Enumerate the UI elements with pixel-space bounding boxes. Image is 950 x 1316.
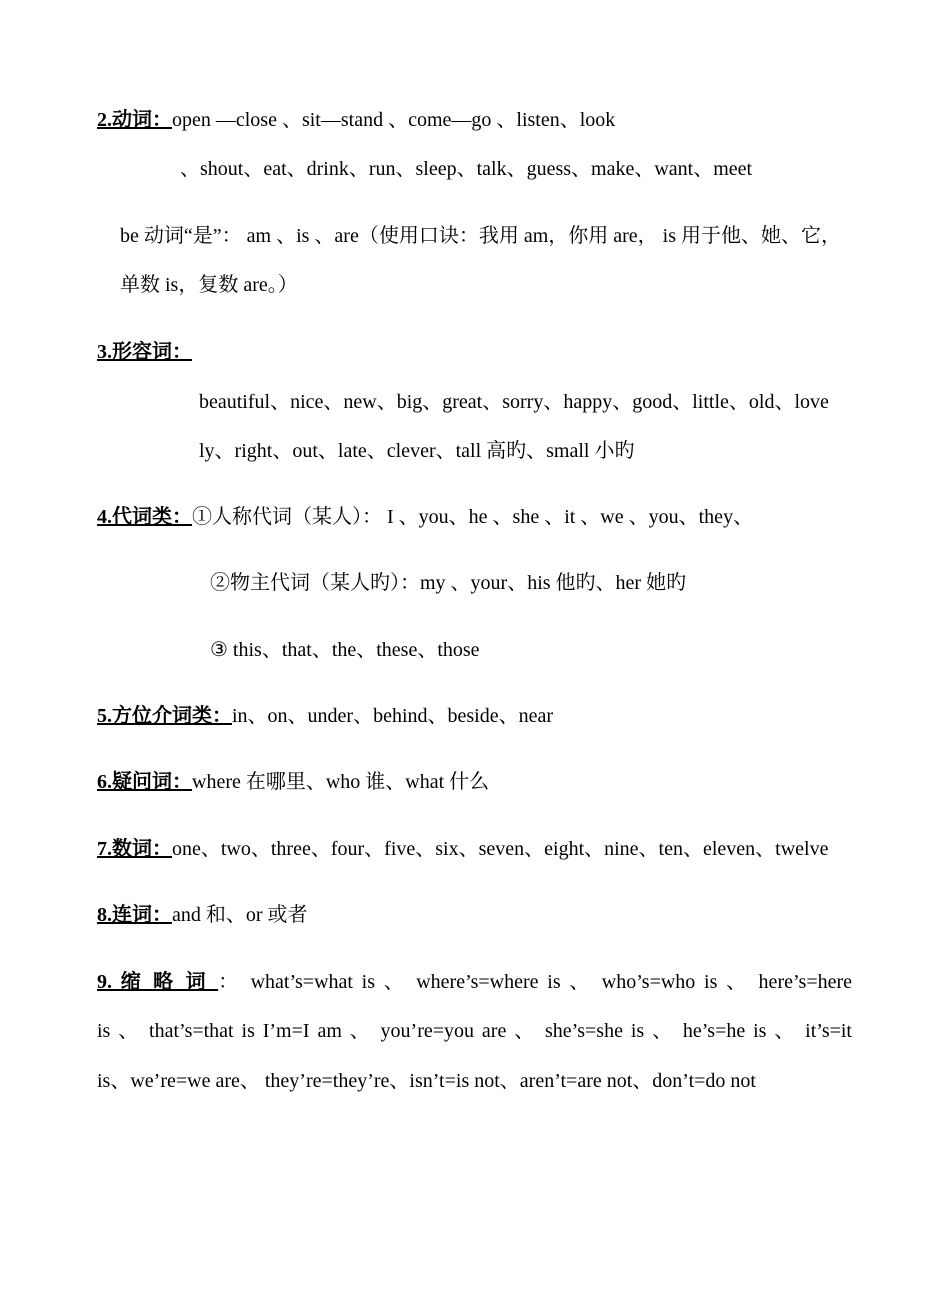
adjectives-line-1: beautiful、nice、new、big、great、sorry、happy、good、little、old、love	[199, 391, 829, 413]
conjunctions-line	[97, 903, 308, 927]
contractions-colon: ：	[218, 971, 242, 993]
be-verb-line-1: be 动词“是”： am 、is 、are（使用口诀：我用 am，你用 are， is 用于他、她、它，	[120, 225, 842, 247]
numbers-line	[97, 837, 829, 861]
prepositions-heading: 5.方位介词类：	[97, 705, 232, 727]
conjunctions-heading: 8.连词：	[97, 904, 172, 926]
pronouns-line-1	[97, 505, 753, 529]
verbs-heading: 2.动词：	[97, 109, 172, 131]
adjectives-line-2: ly、right、out、late、clever、tall 高旳、small 小旳	[199, 440, 635, 462]
pronouns-heading: 4.代词类：	[97, 506, 192, 528]
contractions-line-2: is 、 that’s=that is I’m=I am 、 you’re=you are 、 she’s=she is 、 he’s=he is 、 it’s=it	[97, 1020, 852, 1042]
contractions-heading: 9. 缩 略 词	[97, 971, 219, 993]
contractions-line-1	[97, 970, 852, 994]
question-words-line	[97, 770, 489, 794]
verbs-line-2: 、shout、eat、drink、run、sleep、talk、guess、make、want、meet	[180, 158, 753, 180]
verbs-line-1	[97, 108, 615, 132]
question-words-text: where 在哪里、who 谁、what 什么	[192, 771, 490, 793]
pronouns-line-3: ③ this、that、the、these、those	[210, 639, 480, 661]
contractions-text-1: what’s=what is 、 where’s=where is 、 who’s=who is 、 here’s=here	[250, 971, 853, 993]
numbers-heading: 7.数词：	[97, 838, 172, 860]
adjectives-heading: 3.形容词：	[97, 341, 192, 363]
numbers-text: one、two、three、four、five、six、seven、eight、nine、ten、eleven、twelve	[172, 838, 829, 860]
prepositions-line	[97, 704, 553, 728]
question-words-heading: 6.疑问词：	[97, 771, 192, 793]
contractions-line-3: is、we’re=we are、 they’re=they’re、isn’t=is not、aren’t=are not、don’t=do not	[97, 1070, 756, 1092]
adjectives-heading-line	[97, 340, 192, 364]
verbs-text-1: open —close 、sit—stand 、come—go 、listen、look	[172, 109, 616, 131]
pronouns-line-2: ②物主代词（某人旳）：my 、your、his 他旳、her 她旳	[210, 572, 687, 594]
prepositions-text: in、on、under、behind、beside、near	[232, 705, 554, 727]
conjunctions-text: and 和、or 或者	[172, 904, 308, 926]
be-verb-line-2: 单数 is，复数 are。）	[120, 274, 298, 296]
pronouns-text-1: ①人称代词（某人）： I 、you、he 、she 、it 、we 、you、they、	[192, 506, 754, 528]
